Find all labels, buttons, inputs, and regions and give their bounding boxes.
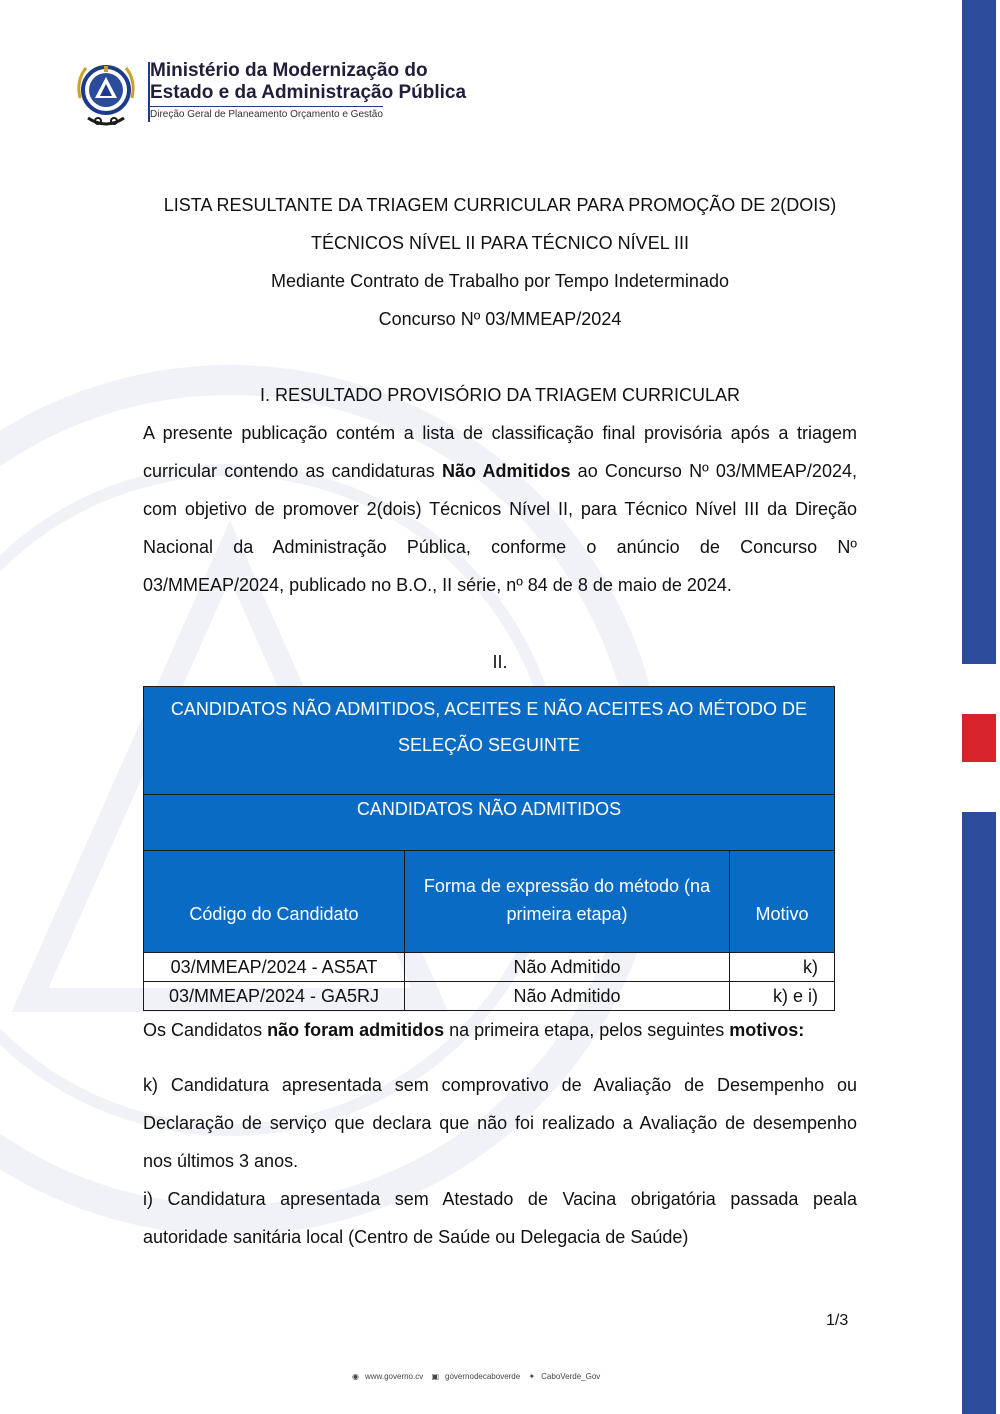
candidate-code: 03/MMEAP/2024 - AS5AT — [144, 953, 405, 982]
candidates-table — [143, 686, 835, 1011]
page-number: 1/3 — [826, 1312, 849, 1329]
table-row — [144, 982, 835, 1011]
ministry-name-line2: Estado e da Administração Pública — [150, 82, 467, 103]
document-title-line2: TÉCNICOS NÍVEL II PARA TÉCNICO NÍVEL III — [310, 233, 690, 253]
facebook-icon: ▣ — [431, 1372, 440, 1381]
section-2-heading: II. — [492, 652, 508, 672]
column-header-code: Código do Candidato — [144, 851, 405, 953]
table-row — [144, 953, 835, 982]
reason-i: i) Candidatura apresentada sem Atestado de Vacina obrigatória passada peala autoridade sanitária local (Centro de Saúde ou Delegacia de Saúde) — [143, 1189, 857, 1247]
reasons-intro-bold2: motivos: — [729, 1020, 805, 1040]
document-title-line1: LISTA RESULTANTE DA TRIAGEM CURRICULAR PARA PROMOÇÃO DE 2(DOIS) — [163, 195, 837, 215]
reasons-intro-part1: Os Candidatos — [143, 1020, 268, 1040]
footer-twitter[interactable]: CaboVerde_Gov — [541, 1372, 601, 1381]
footer-website[interactable]: www.governo.cv — [364, 1372, 424, 1381]
section-1-text-part1: A presente publicação contém a lista de classificação final provisória após a triagem curricular contendo as candidaturas — [143, 423, 857, 481]
section-1-paragraph — [143, 414, 857, 604]
table-subtitle: CANDIDATOS NÃO ADMITIDOS — [144, 795, 835, 851]
section-1-heading: I. RESULTADO PROVISÓRIO DA TRIAGEM CURRICULAR — [259, 385, 741, 405]
reason-k: k) Candidatura apresentada sem comprovativo de Avaliação de Desempenho ou Declaração de serviço que declara que não foi realizado a Avaliação de desempenho nos últimos 3 anos. — [143, 1075, 857, 1171]
twitter-icon: ✦ — [528, 1372, 536, 1381]
ministry-directorate: Direção Geral de Planeamento Orçamento e Gestão — [150, 106, 383, 120]
ministry-header — [72, 56, 492, 132]
side-bar-red — [962, 714, 996, 762]
candidate-status: Não Admitido — [405, 953, 730, 982]
table-title: CANDIDATOS NÃO ADMITIDOS, ACEITES E NÃO ACEITES AO MÉTODO DE SELEÇÃO SEGUINTE — [144, 687, 835, 795]
candidate-reason: k) — [730, 953, 835, 982]
candidate-status: Não Admitido — [405, 982, 730, 1011]
ministry-name — [150, 60, 466, 104]
column-header-method: Forma de expressão do método (na primeira etapa) — [405, 851, 730, 953]
document-title-line3: Mediante Contrato de Trabalho por Tempo Indeterminado — [271, 271, 729, 291]
reasons-intro-bold1: não foram admitidos — [267, 1020, 445, 1040]
section-1-text-bold: Não Admitidos — [441, 461, 571, 481]
candidate-code: 03/MMEAP/2024 - GA5RJ — [144, 982, 405, 1011]
side-bar-blue-top — [962, 0, 996, 664]
column-header-reason: Motivo — [730, 851, 835, 953]
globe-icon: ◉ — [352, 1372, 359, 1381]
document-title-line4: Concurso Nº 03/MMEAP/2024 — [378, 309, 622, 329]
candidate-reason: k) e i) — [730, 982, 835, 1011]
ministry-name-line1: Ministério da Modernização do — [150, 60, 428, 81]
footer-social — [352, 1372, 606, 1381]
side-bar-blue-bottom — [962, 812, 996, 1414]
reasons-intro-part2: na primeira etapa, pelos seguintes — [444, 1020, 730, 1040]
candidates-table-grid — [143, 686, 835, 1011]
cabo-verde-coat-of-arms-icon — [72, 58, 140, 130]
section-1-text-part2: ao Concurso Nº 03/MMEAP/2024, com objetivo de promover 2(dois) Técnicos Nível II, para Técnico Nível III da Direção Nacional da Administração Pública, conforme o anúncio de Concurso Nº 03/MMEAP/2024, publicado no B.O., II série, nº 84 de 8 de maio de 2024. — [143, 461, 857, 595]
reasons-intro — [143, 1011, 857, 1049]
footer-facebook[interactable]: governodecaboverde — [445, 1372, 521, 1381]
